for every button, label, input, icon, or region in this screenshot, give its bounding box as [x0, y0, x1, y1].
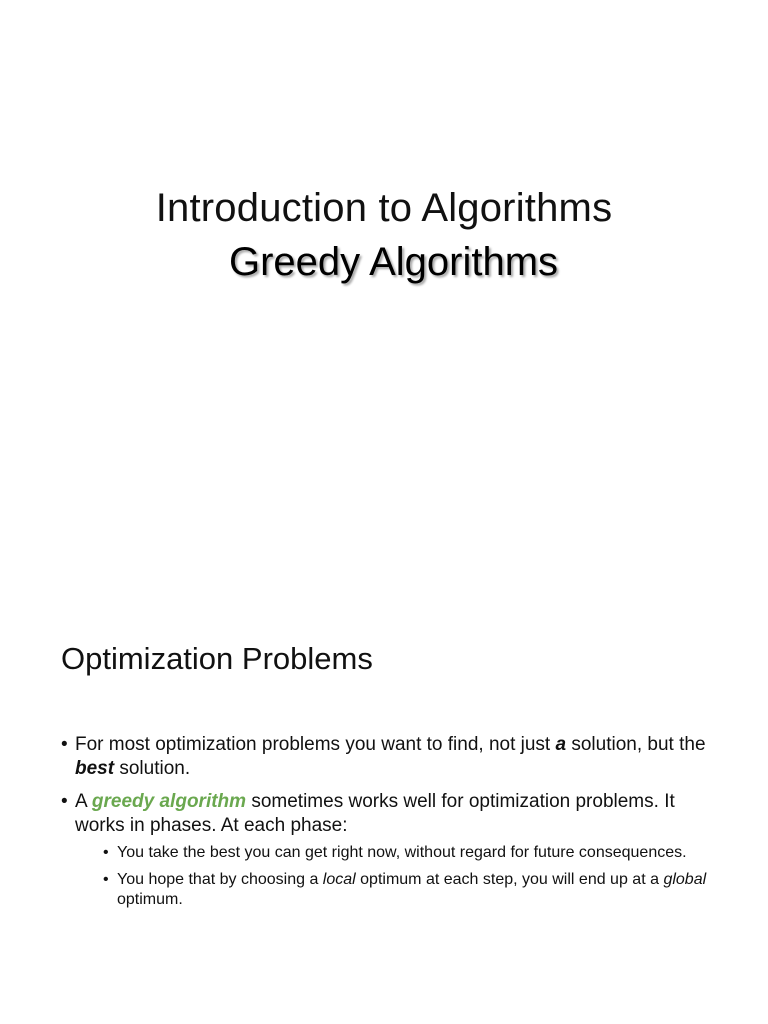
- bullet-text: A: [75, 791, 92, 812]
- slide-title: Introduction to Algorithms: [155, 186, 613, 230]
- sub-bullet-text: optimum.: [117, 891, 183, 908]
- slide-heading: Optimization Problems: [61, 641, 373, 676]
- slide-subtitle: Greedy Algorithms: [229, 240, 559, 284]
- sub-bullet-list: [75, 843, 721, 910]
- highlight-term: greedy algorithm: [91, 791, 247, 812]
- bullet-text: For most optimization problems you want to find, not just: [75, 734, 556, 755]
- emphasis-text: a: [555, 734, 567, 755]
- sub-bullet-item: [103, 870, 721, 910]
- bullet-list: [61, 733, 721, 919]
- bullet-item: [61, 790, 721, 910]
- bullet-text: solution, but the: [566, 734, 706, 755]
- content-slide: [0, 576, 768, 1024]
- emphasis-text: best: [75, 758, 115, 779]
- sub-bullet-text: You take the best you can get right now, without regard for future consequences.: [117, 844, 687, 861]
- sub-bullet-item: [103, 843, 721, 863]
- italic-text: local: [322, 871, 356, 888]
- bullet-text: sometimes works well for optimization problems. It works in phases. At each phase:: [75, 791, 675, 836]
- italic-text: global: [663, 871, 707, 888]
- sub-bullet-text: optimum at each step, you will end up at a: [355, 871, 664, 888]
- sub-bullet-text: You hope that by choosing a: [117, 871, 323, 888]
- bullet-text: solution.: [114, 758, 191, 779]
- bullet-item: [61, 733, 721, 781]
